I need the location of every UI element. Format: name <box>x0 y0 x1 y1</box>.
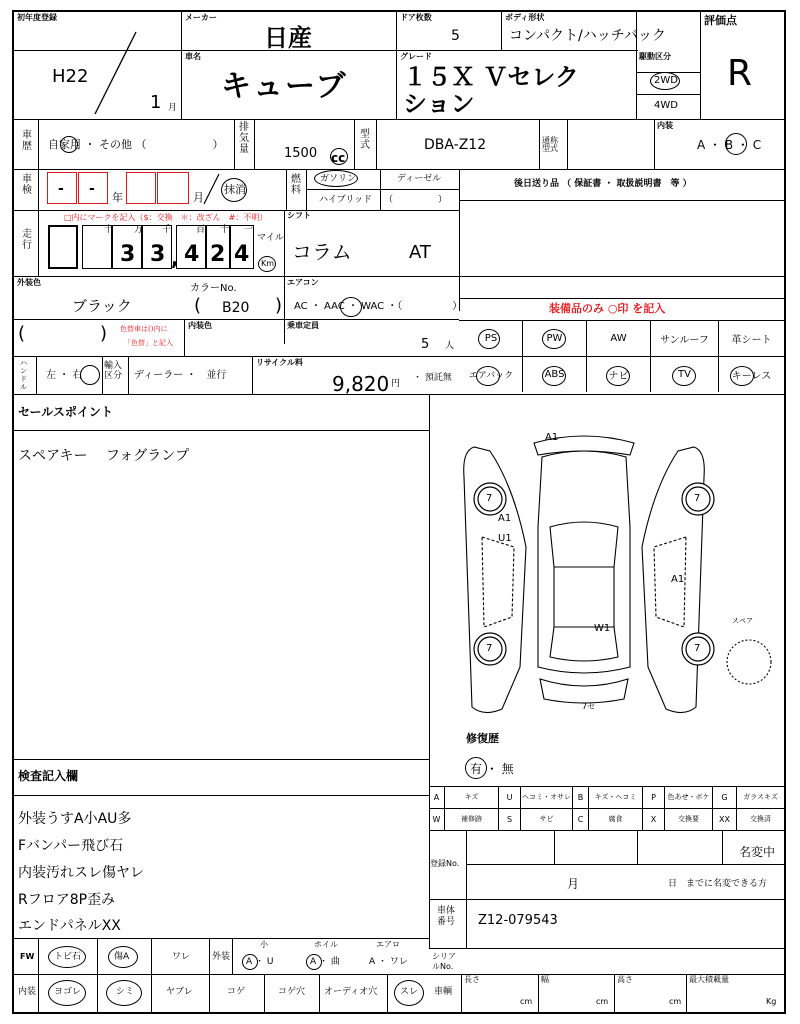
spare-label: スペア <box>732 617 753 625</box>
legend-code: G <box>713 786 737 808</box>
history-label: 車歴 <box>22 130 32 152</box>
capacity-unit: 人 <box>445 341 455 351</box>
length-label: 長さ <box>464 975 480 984</box>
interior-grades: A ・ B ・ C <box>697 138 762 152</box>
legend-meaning: サビ <box>521 808 573 830</box>
fw-item-1: トビ石 <box>54 952 82 962</box>
equip-leather: 革シート <box>731 335 772 346</box>
grade-label: グレード <box>400 52 432 61</box>
repair-options: 有 ・ 無 <box>470 762 514 776</box>
grade-eval-value: R <box>727 53 753 94</box>
fw-item-3: ワレ <box>172 952 191 962</box>
body-value: コンパクト/ハッチバック <box>509 28 666 44</box>
legend-meaning: キズ・ヘコミ <box>589 786 643 808</box>
fuel-diesel: ディーゼル <box>397 174 442 184</box>
fw-item-1-circle <box>48 946 86 968</box>
color-no-paren-l: ( <box>194 295 202 316</box>
legend-meaning: キズ <box>445 786 499 808</box>
fuel-gasoline: ガソリン <box>320 174 357 184</box>
serial-label: シリアルNo. <box>432 952 456 971</box>
color-no-value: B20 <box>222 300 250 316</box>
name-change: 名変中 <box>739 845 776 859</box>
small-options: A ・ U <box>246 957 274 967</box>
fw-label: FW <box>20 952 35 961</box>
registration-day-text: 日 までに名変できる方 <box>668 879 768 889</box>
shaken-label: 車検 <box>22 174 32 196</box>
mark-right-a1: A1 <box>671 574 685 585</box>
interior-label: 内装 <box>657 121 673 130</box>
model-label: 型式 <box>360 129 370 151</box>
width-label: 幅 <box>541 975 549 984</box>
equip-ps-circle <box>478 329 500 349</box>
handle-value: 左 ・ 右 <box>46 370 83 381</box>
color-no-label: カラーNo. <box>190 283 237 294</box>
repair-none-circle <box>465 757 487 779</box>
legend-meaning: ヘコミ・オサレ <box>521 786 573 808</box>
registration-label: 登録No. <box>430 859 460 868</box>
wheel-a-circle <box>306 954 322 970</box>
small-label: 小 <box>260 940 268 949</box>
dims-label: 車輌 <box>434 987 453 997</box>
mileage-unit-2: 万 <box>134 225 144 235</box>
aero-options: A ・ ワレ <box>369 957 408 967</box>
inspection-note-5: エンドパネルXX <box>18 918 121 934</box>
mark-tire-fr: 7 <box>694 493 701 504</box>
doors-value: 5 <box>451 28 460 44</box>
inspection-note-1: 外装うすA小AU多 <box>18 811 132 827</box>
legend-code: U <box>499 786 521 808</box>
legend-meaning: 補修跡 <box>445 808 499 830</box>
mileage-label: 走行 <box>22 229 32 251</box>
int-item-4: コゲ <box>227 987 246 997</box>
history-value: 自家用 ・ その他 （ ） <box>48 138 224 151</box>
displacement-unit: cc <box>331 151 346 165</box>
wheel-label: ホイル <box>314 940 338 949</box>
mileage-digit-2: 3 <box>120 242 136 267</box>
int-item-1: ヨゴレ <box>54 987 82 997</box>
grade-line-1: １５Ｘ Ｖセレク <box>403 63 579 91</box>
maker-label: メーカー <box>185 13 217 22</box>
mileage-digit-3: 3 <box>150 242 166 267</box>
first-reg-month: 1 <box>150 92 162 113</box>
mileage-unit-3: 千 <box>162 225 172 235</box>
equip-tv-circle <box>672 366 696 386</box>
mileage-digit-4: 4 <box>184 242 200 267</box>
int-item-6: オーディオ穴 <box>324 987 378 997</box>
chassis-value: Z12-079543 <box>478 913 558 928</box>
recycle-deposit: ・ 預託無 <box>413 373 452 383</box>
aircon-label: エアコン <box>287 278 319 287</box>
mark-front-a1: A1 <box>545 432 559 443</box>
shaken-none-circle <box>221 178 247 202</box>
legend-code: S <box>499 808 521 830</box>
width-unit: cm <box>596 997 609 1006</box>
repaint-paren-l: ( <box>18 323 26 344</box>
displacement-value: 1500 <box>284 146 318 161</box>
handle-label: ハンドル <box>20 359 27 391</box>
shift-value: コラム <box>292 240 352 264</box>
equip-navi-circle <box>606 366 630 386</box>
legend-code: XX <box>713 808 737 830</box>
equip-keyless-circle <box>730 366 754 386</box>
fw-item-2-circle <box>108 946 138 968</box>
car-damage-diagram <box>444 417 784 727</box>
model-value: DBA-Z12 <box>424 137 487 153</box>
legend-code: B <box>573 786 589 808</box>
shift-type: AT <box>409 242 431 263</box>
int-item-2: シミ <box>116 987 135 997</box>
equip-abs-circle <box>542 366 566 386</box>
legend-code: X <box>643 808 665 830</box>
ext-color-label: 外装色 <box>17 278 41 287</box>
shaken-dash-2: - <box>89 181 95 197</box>
doors-label: ドア枚数 <box>400 13 432 22</box>
mark-tire-fl: 7 <box>486 493 493 504</box>
mileage-unit-km: Km <box>261 259 275 268</box>
legend-meaning: 交換済 <box>750 815 771 823</box>
legend-meaning: ガラスキズ <box>743 793 778 801</box>
sales-title: セールスポイント <box>18 405 113 419</box>
legend-meaning: 腐食 <box>589 808 643 830</box>
color-no-paren-r: ) <box>275 295 283 316</box>
mark-left-a1: A1 <box>498 513 512 524</box>
import-label: 輸入区分 <box>104 361 123 381</box>
repaint-note-1: 色替車は()内に <box>120 325 168 333</box>
mileage-digit-5: 2 <box>210 242 226 267</box>
mileage-unit-5: 十 <box>220 225 230 235</box>
registration-month-unit: 月 <box>567 877 580 891</box>
grade-line-2: ション <box>403 90 475 118</box>
legend-meaning: 交換要 <box>665 808 713 830</box>
load-unit: Kg <box>766 997 777 1006</box>
recycle-unit: 円 <box>391 379 401 389</box>
int-item-7-circle <box>394 980 424 1006</box>
inspection-notes-title: 検査記入欄 <box>18 769 79 783</box>
chassis-label: 車体番号 <box>437 906 456 927</box>
aircon-value: AC ・ AAC ・ WAC ・（ ） <box>294 301 463 312</box>
mileage-km-circle <box>258 256 276 272</box>
recycle-fee: 9,820 <box>332 372 390 396</box>
grade-eval-label: 評価点 <box>704 14 737 27</box>
int-item-1-circle <box>48 980 86 1006</box>
equip-pw-circle <box>542 329 566 349</box>
car-name-label: 車名 <box>185 52 201 61</box>
fuel-hybrid: ハイブリッド <box>319 195 373 205</box>
mark-tire-rl: 7 <box>486 643 493 654</box>
interior-b-circle <box>725 133 747 155</box>
equip-airbag: エアバック <box>468 371 514 381</box>
int-color-label: 内装色 <box>188 321 212 330</box>
first-reg-label: 初年度登録 <box>17 13 57 22</box>
mark-rear: 7セ <box>582 702 596 711</box>
mileage-unit-6: 一 <box>244 225 254 235</box>
inspection-note-4: Rフロア8P歪み <box>18 892 116 908</box>
shaken-month-unit: 月 <box>193 191 204 204</box>
legend-code: P <box>643 786 665 808</box>
equipment-header: 装備品のみ ○印 を記入 <box>549 302 666 315</box>
aero-label: エアロ <box>376 940 400 949</box>
wheel-options: A ・ 曲 <box>310 957 340 967</box>
equip-airbag-circle <box>476 366 500 386</box>
shaken-slash <box>201 172 221 206</box>
mileage-unit-mile: マイル <box>257 233 284 243</box>
shaken-year-unit: 年 <box>112 191 123 204</box>
auction-inspection-sheet <box>12 10 786 1014</box>
common-model-label: 通称型式 <box>542 136 558 153</box>
int-label: 内装 <box>18 987 37 997</box>
height-unit: cm <box>669 997 682 1006</box>
repair-title: 修復歴 <box>466 732 499 745</box>
int-item-2-circle <box>106 980 142 1006</box>
displacement-label: 排気量 <box>239 122 249 155</box>
equip-sunroof: サンルーフ <box>660 335 709 346</box>
equip-navi: ナビ <box>608 371 629 382</box>
ext-color-value: ブラック <box>72 297 132 315</box>
shaken-none: 抹消 <box>224 183 246 196</box>
mark-tire-rr: 7 <box>694 643 701 654</box>
history-private-circle <box>60 136 78 153</box>
equip-pw: PW <box>546 333 563 344</box>
small-a-circle <box>242 954 258 970</box>
equip-keyless: キーレス <box>731 371 772 382</box>
repaint-note-2: 「色替」と記入 <box>124 339 173 347</box>
body-label: ボディ形状 <box>505 13 545 22</box>
maker-value: 日産 <box>264 24 312 52</box>
mark-roof-w1: W1 <box>594 623 611 634</box>
mileage-comma: , <box>171 246 179 270</box>
mileage-unit-1: 十 <box>104 225 114 235</box>
mileage-note: □内にマークを記入（$：交換 ＊：改ざん #：不明） <box>64 213 268 222</box>
inspection-note-2: Fバンパー飛び石 <box>18 838 124 854</box>
equip-tv: TV <box>678 369 691 380</box>
mileage-unit-4: 百 <box>196 225 206 235</box>
height-label: 高さ <box>617 975 633 984</box>
inspection-note-3: 内装汚れスレ傷ヤレ <box>18 865 144 881</box>
equip-aw: AW <box>610 333 627 344</box>
int-item-7: スレ <box>400 987 419 997</box>
aircon-aac-circle <box>340 297 362 317</box>
fuel-other: （ ） <box>384 195 448 205</box>
int-item-3: ヤブレ <box>166 987 193 997</box>
legend-code: W <box>429 808 445 830</box>
capacity-label: 乗車定員 <box>287 321 319 330</box>
slash-decoration <box>92 30 138 116</box>
shaken-dash-1: - <box>58 181 64 197</box>
load-label: 最大積載量 <box>689 975 729 984</box>
drive-2wd-circle <box>650 72 680 90</box>
repaint-paren-r: ) <box>100 323 108 344</box>
legend-meaning: 色あせ・ボケ <box>665 786 713 808</box>
legend-code: A <box>429 786 445 808</box>
fw-item-2: 傷A <box>114 952 130 962</box>
drive-label: 駆動区分 <box>639 52 671 61</box>
equip-ps: PS <box>484 333 498 344</box>
ext-label: 外装 <box>212 952 231 962</box>
car-name-value: キューブ <box>221 69 348 104</box>
recycle-label: リサイクル料 <box>256 358 303 367</box>
drive-2wd: 2WD <box>654 75 678 86</box>
handle-right-circle <box>80 365 100 385</box>
import-value: ディーラー ・ 並行 <box>134 370 227 381</box>
length-unit: cm <box>520 997 533 1006</box>
sales-text: スペアキー フォグランプ <box>18 448 190 464</box>
fuel-label: 燃料 <box>291 174 301 196</box>
month-unit: 月 <box>168 103 178 113</box>
first-reg-year: H22 <box>52 66 89 87</box>
drive-4wd: 4WD <box>654 100 678 111</box>
shift-label: シフト <box>287 211 311 220</box>
mark-left-u1: U1 <box>498 533 512 544</box>
displacement-unit-circle <box>330 148 348 165</box>
equip-abs: ABS <box>544 369 565 380</box>
docs-label: 後日送り品 （ 保証書 ・ 取扱説明書 等 ） <box>514 179 692 189</box>
int-item-5: コゲ穴 <box>278 987 306 997</box>
fuel-gasoline-circle <box>314 170 358 187</box>
mileage-digit-6: 4 <box>234 242 250 267</box>
capacity-value: 5 <box>421 337 430 352</box>
legend-code: C <box>573 808 589 830</box>
